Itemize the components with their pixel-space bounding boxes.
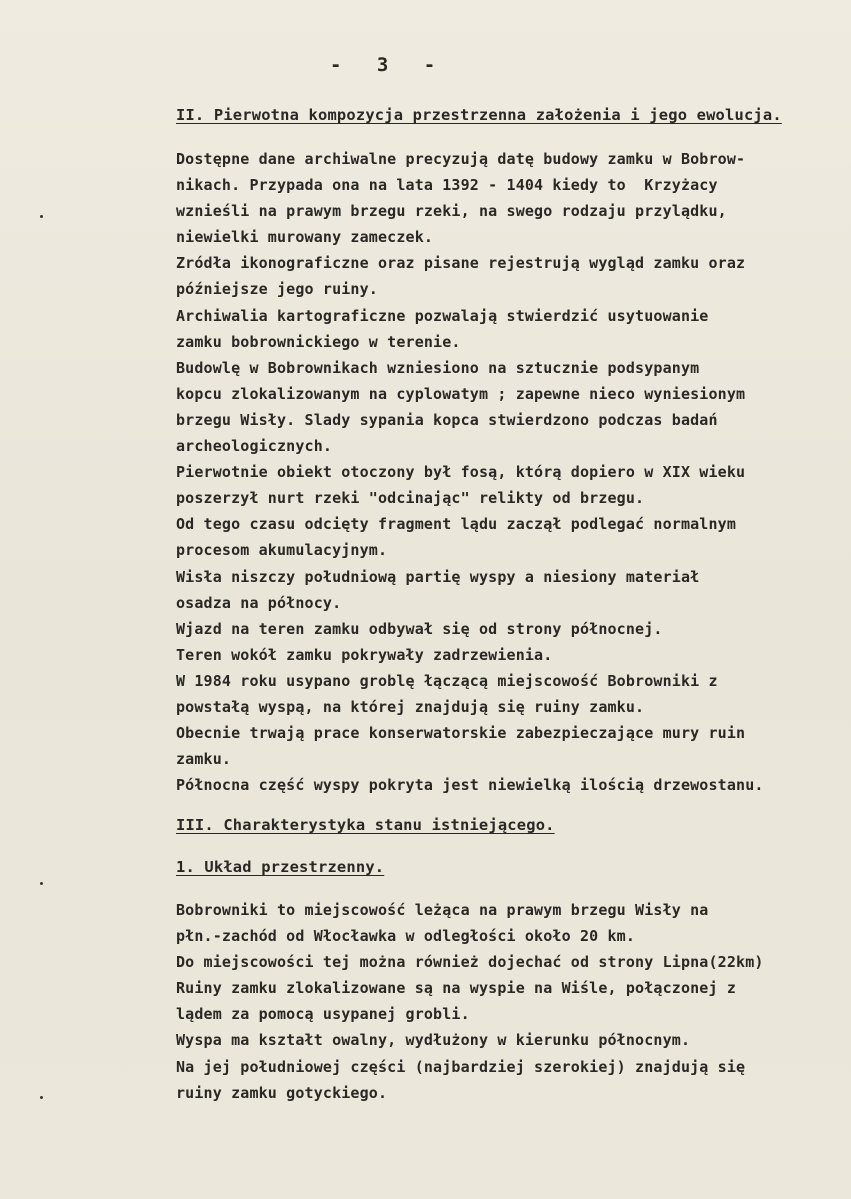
text-line: powstałą wyspą, na której znajdują się ruiny zamku. [176, 697, 645, 716]
text-line: Ruiny zamku zlokalizowane są na wyspie na Wiśle, połączonej z [176, 979, 737, 998]
text-line: Budowlę w Bobrownikach wzniesiono na sztucznie podsypanym [176, 358, 700, 377]
text-line: Teren wokół zamku pokrywały zadrzewienia. [176, 645, 553, 664]
text-line: niewielki murowany zameczek. [176, 228, 434, 247]
punch-mark [40, 215, 43, 218]
text-line: Zródła ikonograficzne oraz pisane rejestrują wygląd zamku oraz [176, 254, 746, 273]
text-line: zamku. [176, 750, 232, 769]
text-line: Bobrowniki to miejscowość leżąca na prawym brzegu Wisły na [176, 901, 709, 919]
section-2-body [176, 146, 846, 798]
text-line: osadza na północy. [176, 593, 342, 612]
text-line: Od tego czasu odcięty fragment lądu zaczął podlegać normalnym [176, 515, 737, 534]
text-line: Wisła niszczy południową partię wyspy a niesiony materiał [176, 567, 700, 586]
text-line: płn.-zachód od Włocławka w odległości około 20 km. [176, 927, 636, 946]
text-line: Wjazd na teren zamku odbywał się od strony północnej. [176, 619, 663, 638]
text-line: nikach. Przypada ona na lata 1392 - 1404 kiedy to Krzyżacy [176, 176, 718, 195]
text-line: kopcu zlokalizowanym na cyplowatym ; zapewne nieco wyniesionym [176, 384, 746, 403]
text-line: Obecnie trwają prace konserwatorskie zabezpieczające mury ruin [176, 724, 746, 743]
text-line: lądem za pomocą usypanej grobli. [176, 1005, 470, 1024]
text-line: Archiwalia kartograficzne pozwalają stwierdzić usytuowanie [176, 306, 709, 325]
text-line: Wyspa ma kształt owalny, wydłużony w kierunku północnym. [176, 1031, 691, 1050]
text-line: ruiny zamku gotyckiego. [176, 1083, 388, 1102]
subsection-heading-1: 1. Układ przestrzenny. [176, 858, 385, 876]
text-line: późniejsze jego ruiny. [176, 280, 378, 299]
text-line: procesom akumulacyjnym. [176, 541, 388, 560]
text-line: Północna część wyspy pokryta jest niewielką ilością drzewostanu. [176, 776, 764, 795]
section-heading-2: II. Pierwotna kompozycja przestrzenna założenia i jego ewolucja. [176, 106, 782, 124]
punch-mark [40, 1096, 43, 1099]
text-line: Dostępne dane archiwalne precyzują datę budowy zamku w Bobrow- [176, 150, 746, 168]
section-3-body [176, 897, 846, 1106]
text-line: archeologicznych. [176, 437, 333, 456]
text-line: Pierwotnie obiekt otoczony był fosą, którą dopiero w XIX wieku [176, 463, 746, 482]
text-line: Na jej południowej części (najbardziej szerokiej) znajdują się [176, 1057, 746, 1076]
punch-mark [40, 882, 43, 885]
text-line: poszerzył nurt rzeki "odcinając" relikty od brzegu. [176, 489, 645, 508]
text-line: brzegu Wisły. Slady sypania kopca stwierdzono podczas badań [176, 410, 718, 429]
text-line: W 1984 roku usypano groblę łączącą miejscowość Bobrowniki z [176, 671, 718, 690]
text-line: zamku bobrownickiego w terenie. [176, 332, 461, 351]
section-heading-3: III. Charakterystyka stanu istniejącego. [176, 816, 555, 834]
text-line: wznieśli na prawym brzegu rzeki, na swego rodzaju przylądku, [176, 202, 727, 221]
page-number: - 3 - [330, 54, 448, 76]
text-line: Do miejscowości tej można również dojechać od strony Lipna(22km) [176, 953, 764, 972]
